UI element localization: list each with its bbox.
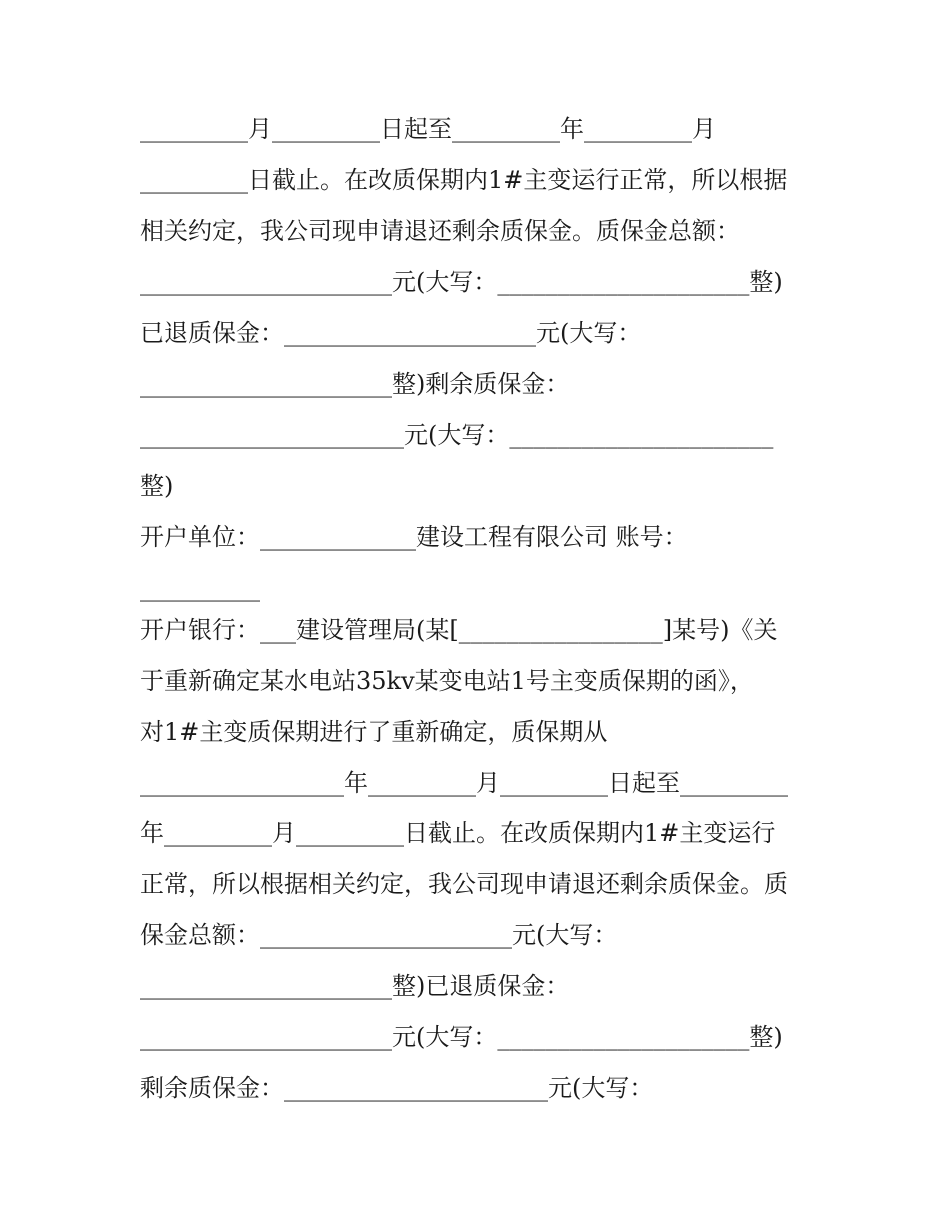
text-line: 已退质保金：_____________________元(大写： (140, 319, 642, 347)
text-line: _________日截止。在改质保期内1#主变运行正常，所以根据 (140, 166, 788, 194)
text-line: _____________________元(大写：_____________________整) (140, 268, 783, 296)
text-line: _____________________元(大写：_____________________整) (140, 1023, 783, 1051)
text-line: 正常，所以根据相关约定，我公司现申请退还剩余质保金。质 (140, 870, 788, 898)
text-line: ______________________元(大写：______________________ (140, 421, 774, 449)
text-line: _________________年_________月_________日起至_________ (140, 769, 788, 797)
text-line: 开户银行：___建设管理局(某[_________________]某号)《关 (140, 616, 778, 644)
text-line: 整) (140, 472, 174, 500)
text-line: __________ (140, 574, 260, 602)
text-line: 于重新确定某水电站35kv某变电站1号主变质保期的函》， (140, 667, 754, 695)
text-line: _________月_________日起至_________年_________月 (140, 115, 716, 143)
text-line: 保金总额：_____________________元(大写： (140, 921, 618, 949)
text-line: 年_________月_________日截止。在改质保期内1#主变运行 (140, 819, 776, 847)
text-line: _____________________整)剩余质保金： (140, 370, 570, 398)
text-line: _____________________整)已退质保金： (140, 972, 570, 1000)
text-line: 剩余质保金：______________________元(大写： (140, 1074, 654, 1102)
text-line: 对1#主变质保期进行了重新确定，质保期从 (140, 718, 608, 746)
text-line: 开户单位：_____________建设工程有限公司 账号： (140, 523, 688, 551)
text-line: 相关约定，我公司现申请退还剩余质保金。质保金总额： (140, 217, 740, 245)
